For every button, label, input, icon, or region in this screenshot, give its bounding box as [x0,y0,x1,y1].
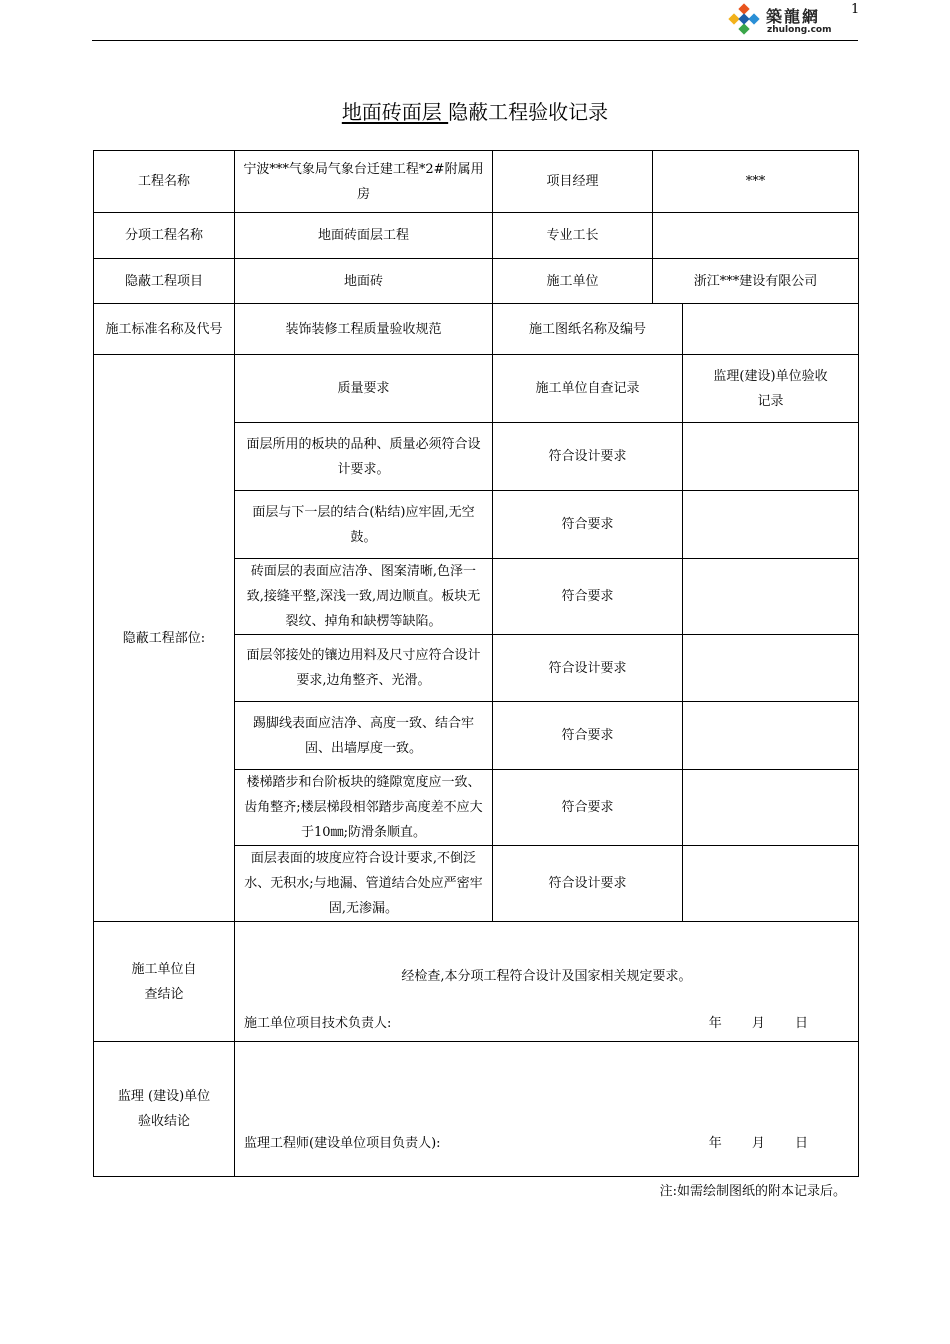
logo-url: zhulong.com [767,25,832,35]
title-underlined: 地面砖面层 [341,100,449,124]
col-header-self-check: 施工单位自查记录 [493,355,683,423]
row-self-conclusion [94,922,859,1042]
footer-note: 注:如需绘制图纸的附本记录后。 [659,1184,846,1199]
pm-label: 项目经理 [493,151,653,213]
project-name-value: 宁波***气象局气象台迁建工程*2#附属用房 [235,151,493,213]
sub-project-value: 地面砖面层工程 [235,213,493,259]
standard-label: 施工标准名称及代号 [94,304,235,355]
supervision-conclusion-signer: 监理工程师(建设单位项目负责人): [244,1136,441,1151]
requirement-cell: 面层表面的坡度应符合设计要求,不倒泛水、无积水;与地漏、管道结合处应严密牢固,无渗漏。 [235,846,493,922]
hidden-item-label: 隐蔽工程项目 [94,259,235,304]
title-rest: 隐蔽工程验收记录 [448,100,609,124]
supervision-cell [683,635,859,702]
supervision-cell [683,702,859,770]
self-check-cell: 符合设计要求 [493,423,683,491]
self-conclusion-date: 年 月 日 [708,1016,808,1031]
supervision-conclusion-body [235,1042,859,1177]
header-divider [92,40,858,41]
supervision-conclusion-label: 监理 (建设)单位验收结论 [94,1042,235,1177]
supervision-cell [683,559,859,635]
self-check-cell: 符合要求 [493,559,683,635]
supervision-conclusion-date: 年 月 日 [708,1136,808,1151]
supervision-cell [683,846,859,922]
standard-value: 装饰装修工程质量验收规范 [235,304,493,355]
row-supervision-conclusion [94,1042,859,1177]
row-standard [94,304,859,355]
col-header-requirement: 质量要求 [235,355,493,423]
requirement-cell: 砖面层的表面应洁净、图案清晰,色泽一致,接缝平整,深浅一致,周边顺直。板块无裂纹、掉角和缺楞等缺陷。 [235,559,493,635]
self-check-cell: 符合设计要求 [493,846,683,922]
self-check-cell: 符合设计要求 [493,635,683,702]
self-conclusion-label: 施工单位自查结论 [94,922,235,1042]
row-hidden-item [94,259,859,304]
pm-value: *** [653,151,859,213]
contractor-label: 施工单位 [493,259,653,304]
row-check-headers [94,355,859,423]
foreman-value [653,213,859,259]
self-check-cell: 符合要求 [493,770,683,846]
self-conclusion-signer: 施工单位项目技术负责人: [244,1016,392,1031]
self-check-cell: 符合要求 [493,491,683,559]
logo-pinwheel-icon [726,3,762,39]
self-conclusion-body [235,922,859,1042]
row-project-name [94,151,859,213]
row-sub-project [94,213,859,259]
supervision-cell [683,491,859,559]
project-name-label: 工程名称 [94,151,235,213]
contractor-value: 浙江***建设有限公司 [653,259,859,304]
page-number: 1 [851,2,860,17]
drawing-value [683,304,859,355]
hidden-section-label: 隐蔽工程部位: [94,355,235,922]
inspection-record-table [93,150,859,1177]
self-check-cell: 符合要求 [493,702,683,770]
col-header-supervision: 监理(建设)单位验收记录 [683,355,859,423]
page-title [0,96,950,125]
sub-project-label: 分项工程名称 [94,213,235,259]
supervision-cell [683,770,859,846]
requirement-cell: 面层邻接处的镶边用料及尺寸应符合设计要求,边角整齐、光滑。 [235,635,493,702]
supervision-cell [683,423,859,491]
logo-text: 築龍網 [766,7,821,26]
requirement-cell: 面层与下一层的结合(粘结)应牢固,无空鼓。 [235,491,493,559]
requirement-cell: 踢脚线表面应洁净、高度一致、结合牢固、出墙厚度一致。 [235,702,493,770]
self-conclusion-text: 经检查,本分项工程符合设计及国家相关规定要求。 [401,969,692,984]
requirement-cell: 面层所用的板块的品种、质量必须符合设计要求。 [235,423,493,491]
requirement-cell: 楼梯踏步和台阶板块的缝隙宽度应一致、齿角整齐;楼层梯段相邻踏步高度差不应大于10㎜;防滑条顺直。 [235,770,493,846]
drawing-label: 施工图纸名称及编号 [493,304,683,355]
hidden-item-value: 地面砖 [235,259,493,304]
zhulong-logo [726,2,836,40]
foreman-label: 专业工长 [493,213,653,259]
